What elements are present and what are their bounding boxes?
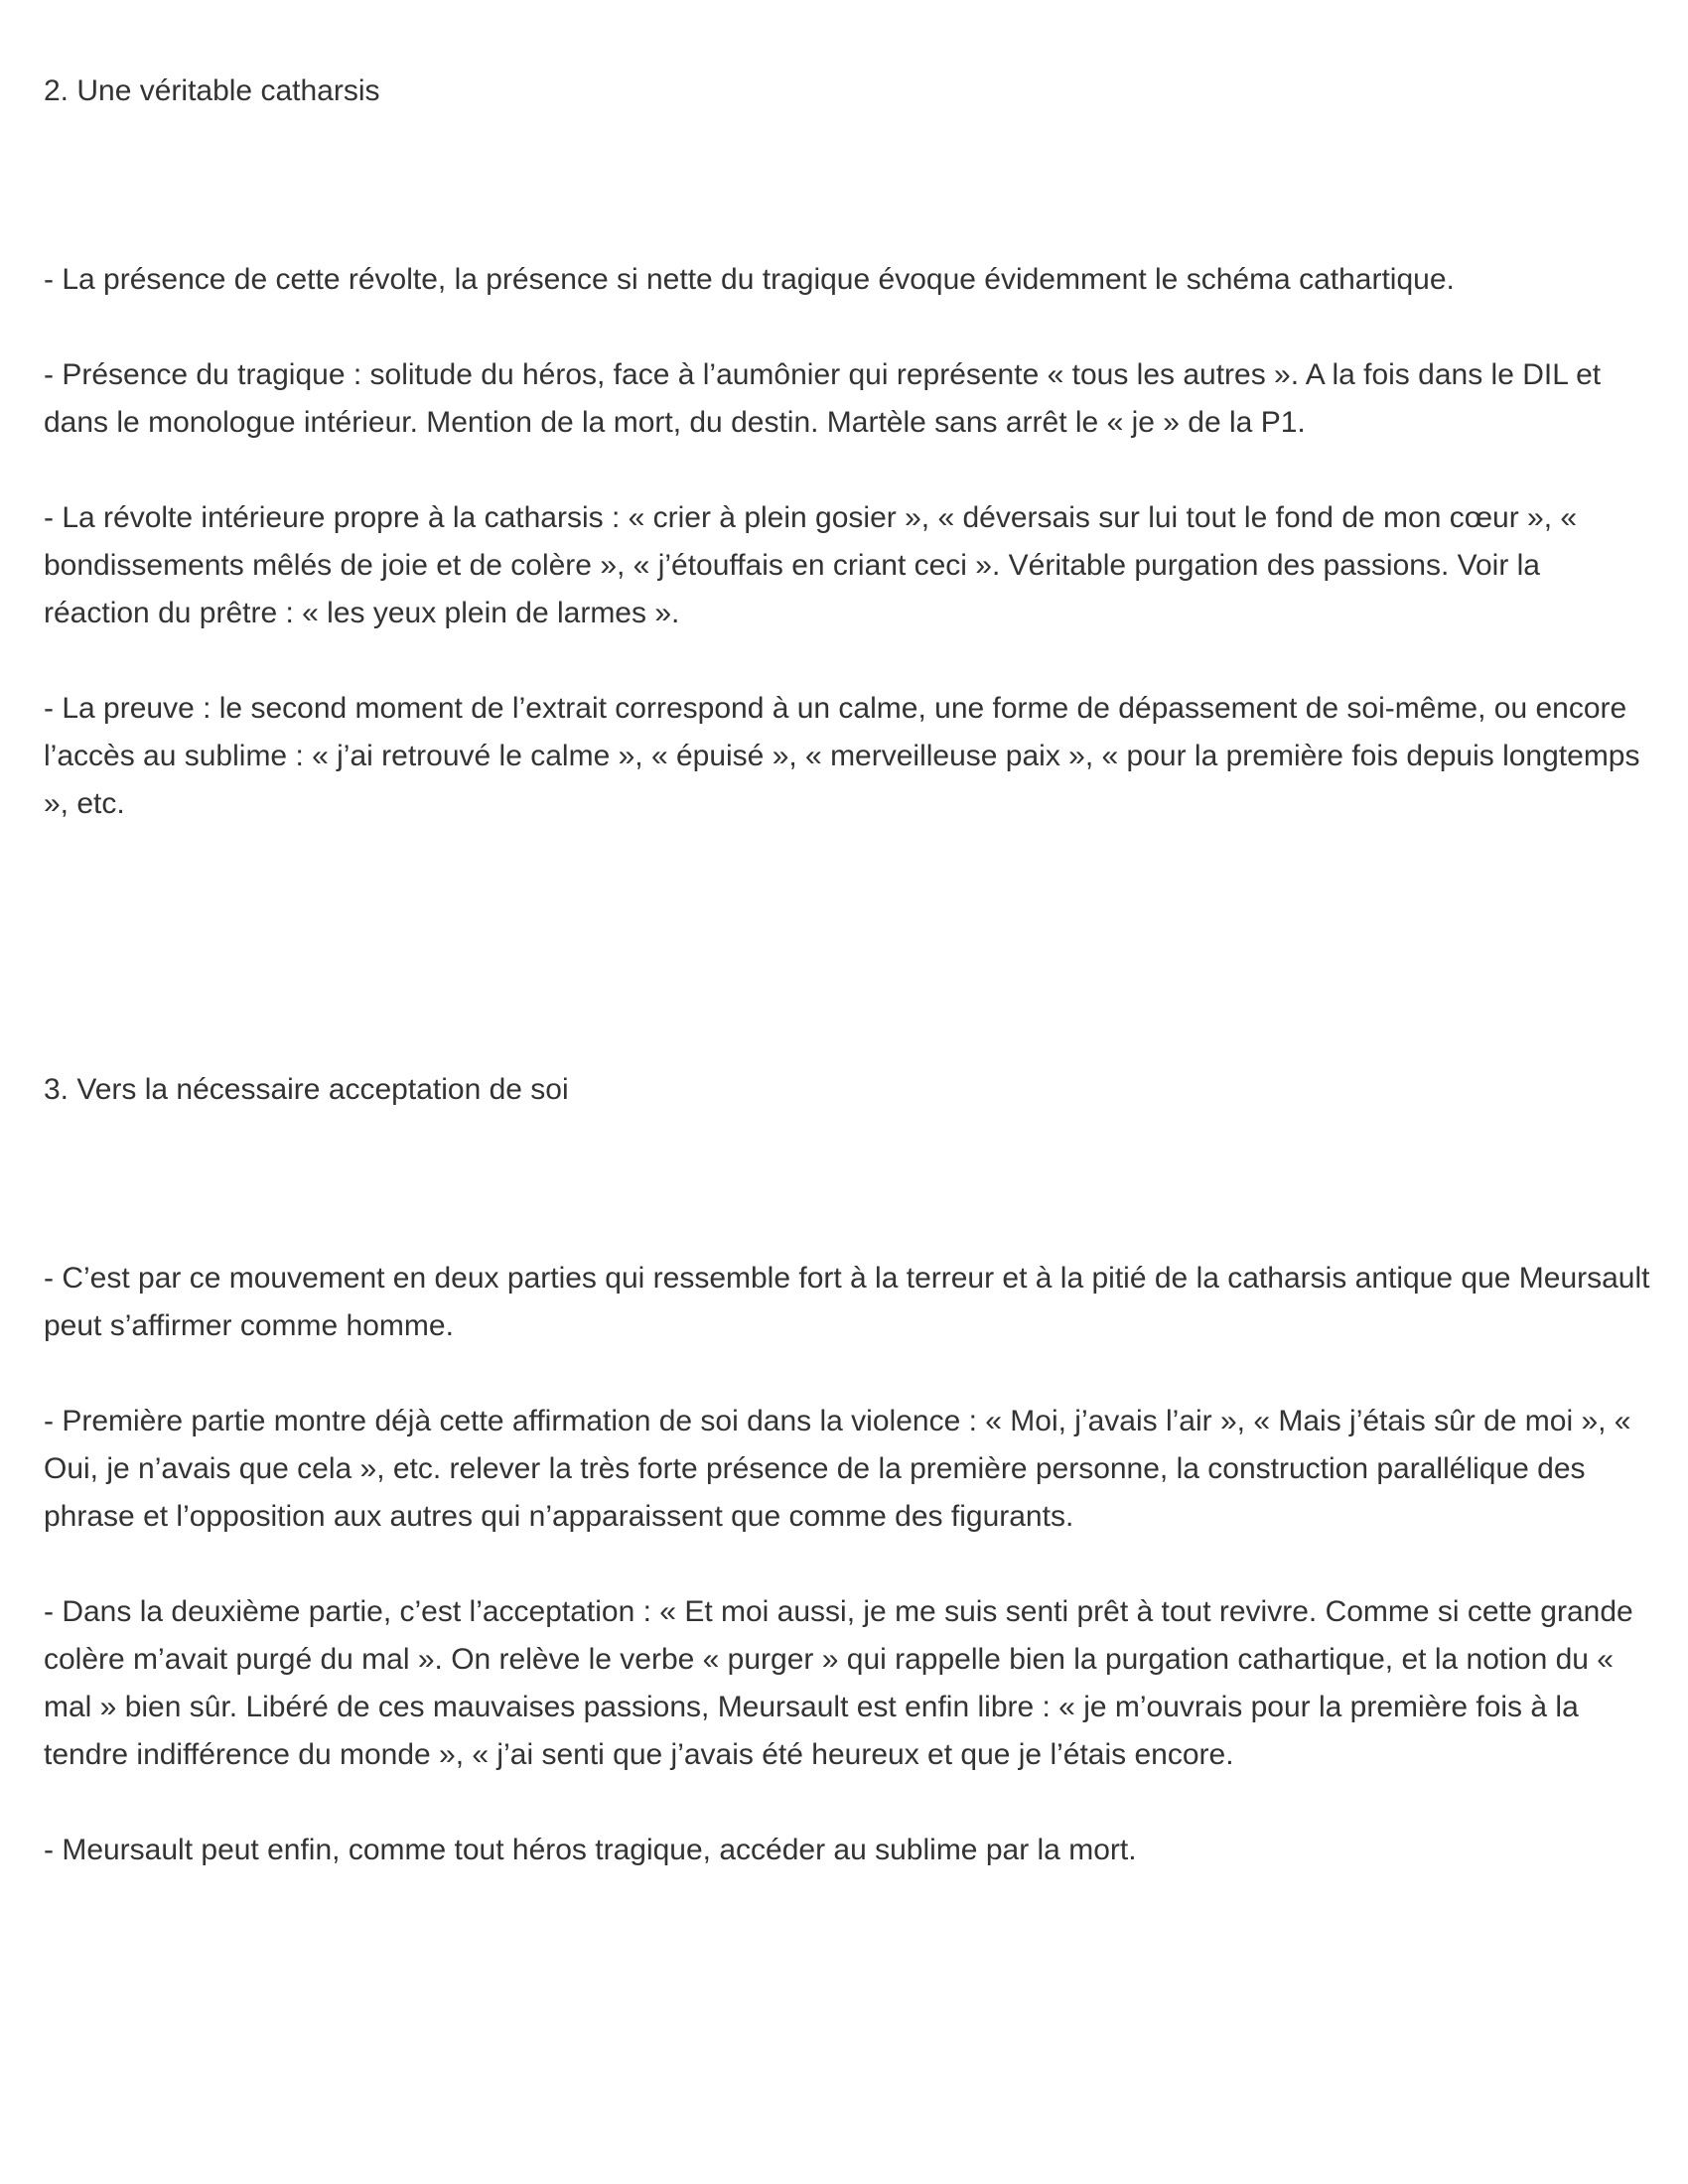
paragraph: - Dans la deuxième partie, c’est l’acceptation : « Et moi aussi, je me suis senti prêt à tout revivre. Comme si cette grande colère m’avait purgé du mal ». On relève le verbe « purger » qui rappelle bien la purgation cathartique, et la notion du « mal » bien sûr. Libéré de ces mauvaises passions, Meursault est enfin libre : « je m’ouvrais pour la première fois à la tendre indifférence du monde », « j’ai senti que j’avais été heureux et que je l’étais encore. <box>44 1595 1633 1771</box>
paragraph: - La présence de cette révolte, la présence si nette du tragique évoque évidemment le schéma cathartique. <box>44 263 1455 296</box>
paragraph: - C’est par ce mouvement en deux parties qui ressemble fort à la terreur et à la pitié de la catharsis antique que Meursault peut s’affirmer comme homme. <box>44 1262 1650 1342</box>
section-heading-catharsis: 2. Une véritable catharsis <box>44 74 380 107</box>
paragraph: - Meursault peut enfin, comme tout héros tragique, accéder au sublime par la mort. <box>44 1834 1137 1866</box>
paragraph: - La révolte intérieure propre à la catharsis : « crier à plein gosier », « déversais sur lui tout le fond de mon cœur », « bondissements mêlés de joie et de colère », « j’étouffais en criant ceci ». Véritable purgation des passions. Voir la réaction du prêtre : « les yeux plein de larmes ». <box>44 501 1578 629</box>
section-heading-acceptation: 3. Vers la nécessaire acceptation de soi <box>44 1073 569 1106</box>
paragraph: - Présence du tragique : solitude du héros, face à l’aumônier qui représente « tous les autres ». A la fois dans le DIL et dans le monologue intérieur. Mention de la mort, du destin. Martèle sans arrêt le « je » de la P1. <box>44 358 1602 439</box>
paragraph: - Première partie montre déjà cette affirmation de soi dans la violence : « Moi, j’avais l’air », « Mais j’étais sûr de moi », « Oui, je n’avais que cela », etc. relever la très forte présence de la première personne, la construction parallélique des phrase et l’opposition aux autres qui n’apparaissent que comme des figurants. <box>44 1405 1631 1533</box>
paragraph: - La preuve : le second moment de l’extrait correspond à un calme, une forme de dépassement de soi-même, ou encore l’accès au sublime : « j’ai retrouvé le calme », « épuisé », « merveilleuse paix », « pour la première fois depuis longtemps », etc. <box>44 692 1640 820</box>
